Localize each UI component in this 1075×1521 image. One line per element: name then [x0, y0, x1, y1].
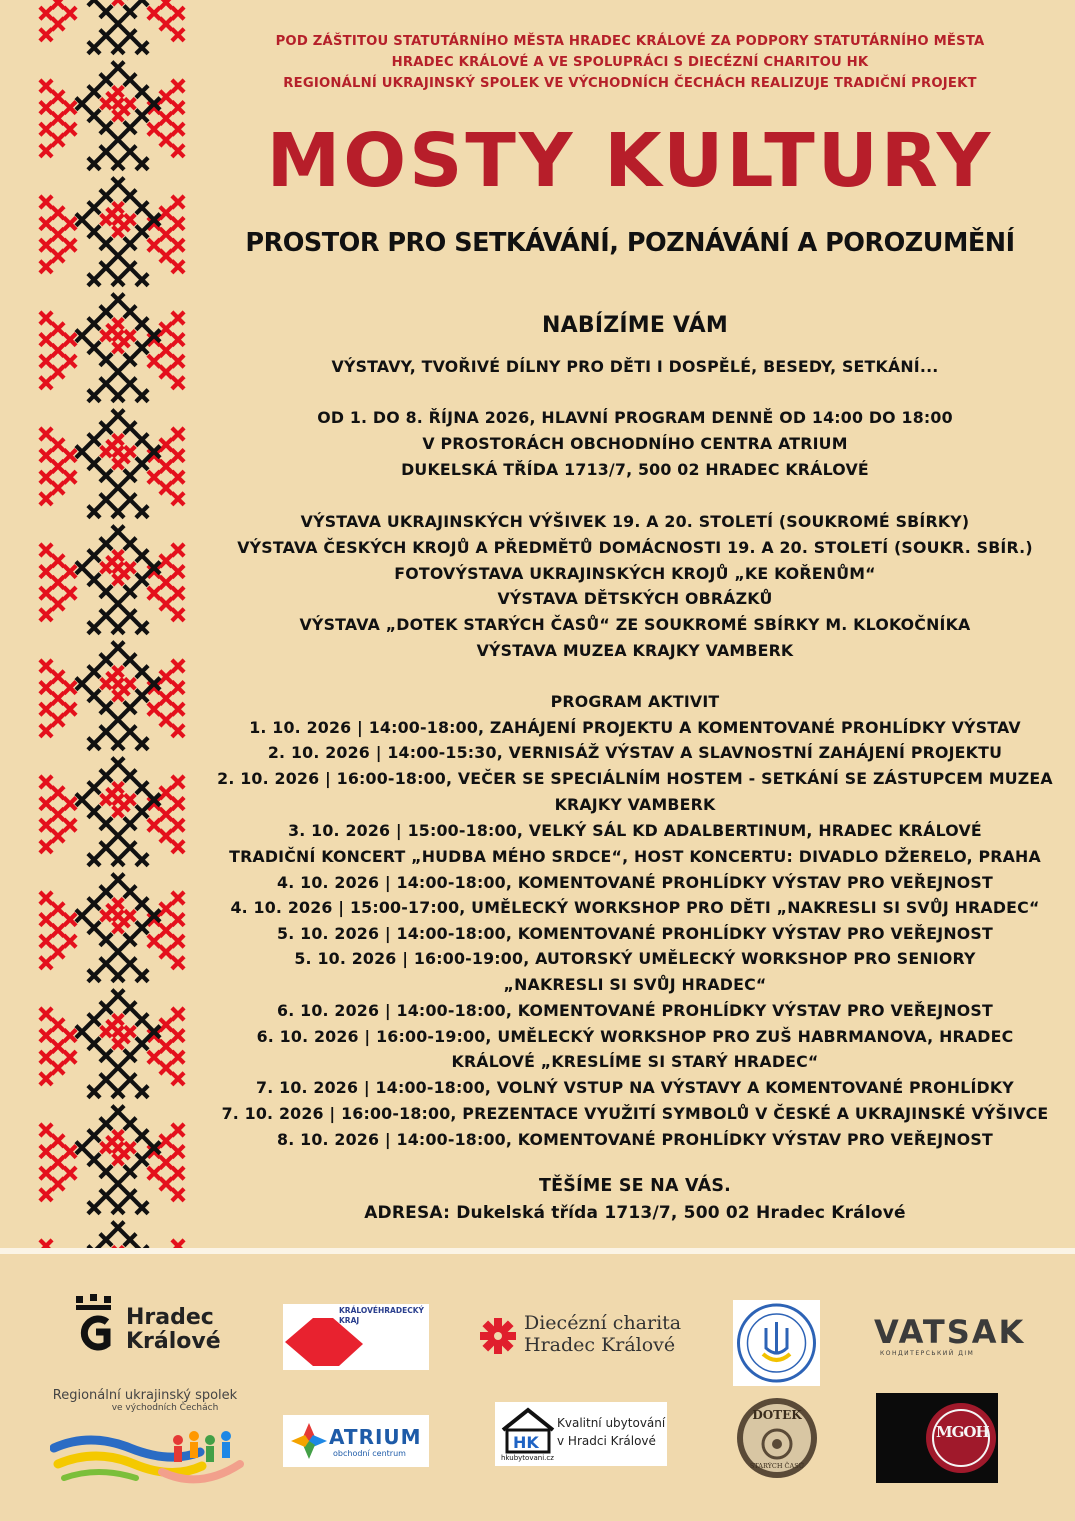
vatsak-tagline: КОНДИТЕРСЬКИЙ ДІМ [880, 1350, 975, 1357]
sponsor-line-3: REGIONÁLNÍ UKRAJINSKÝ SPOLEK VE VÝCHODNÍCH ČECHÁCH REALIZUJE TRADIČNÍ PROJEKT [283, 76, 977, 91]
exhibition-item: VÝSTAVA ČESKÝCH KROJŮ A PŘEDMĚTŮ DOMÁCNOSTI 19. A 20. STOLETÍ (SOUKR. SBÍR.) [237, 538, 1033, 557]
program-line: 5. 10. 2026 | 16:00-19:00, AUTORSKÝ UMĚLECKÝ WORKSHOP PRO SENIORY [294, 949, 976, 968]
diecezni-charita-logo [478, 1312, 698, 1362]
ukrainian-association-logo [50, 1388, 250, 1498]
hk-logo-line2: v Hradci Králové [557, 1434, 656, 1448]
hradec-logo-line1: Hradec [126, 1305, 214, 1330]
program-line: TRADIČNÍ KONCERT „HUDBA MÉHO SRDCE“, HOST KONCERTU: DIVADLO DŽERELO, PRAHA [229, 847, 1041, 866]
embroidery-border [26, 0, 206, 1248]
dotek-line1: DOTEK [752, 1408, 802, 1422]
program-line: KRÁLOVÉ „KRESLÍME SI STARÝ HRADEC“ [451, 1052, 819, 1071]
vatsak-logo [874, 1313, 1026, 1364]
program-line: 4. 10. 2026 | 14:00-18:00, KOMENTOVANÉ PROHLÍDKY VÝSTAV PRO VEŘEJNOST [277, 873, 993, 892]
sponsor-line-1: POD ZÁŠTITOU STATUTÁRNÍHO MĚSTA HRADEC KRÁLOVÉ ZA PODPORY STATUTÁRNÍHO MĚSTA [275, 34, 985, 49]
program-line: 7. 10. 2026 | 16:00-18:00, PREZENTACE VYUŽITÍ SYMBOLŮ V ČESKÉ A UKRAJINSKÉ VÝŠIVCE [221, 1104, 1049, 1123]
hradec-kralove-logo [74, 1294, 224, 1364]
program-line: „NAKRESLI SI SVŮJ HRADEC“ [503, 975, 767, 994]
kraj-logo-line2: KRAJ [339, 1316, 360, 1325]
atrium-star-icon [289, 1421, 329, 1461]
exhibition-item: VÝSTAVA MUZEA KRAJKY VAMBERK [476, 641, 794, 660]
trident-seal-icon [733, 1300, 820, 1386]
hk-ubytovani-logo [495, 1402, 667, 1466]
offer-heading: NABÍZÍME VÁM [542, 313, 728, 338]
program-line: 8. 10. 2026 | 14:00-18:00, KOMENTOVANÉ PROHLÍDKY VÝSTAV PRO VEŘEJNOST [277, 1130, 993, 1149]
dotek-starych-casu-logo [733, 1396, 821, 1480]
charita-logo-line1: Diecézní charita [524, 1312, 682, 1334]
hk-url: hkubytovani.cz [501, 1454, 554, 1462]
program-line: 2. 10. 2026 | 16:00-18:00, VEČER SE SPECIÁLNÍM HOSTEM - SETKÁNÍ SE ZÁSTUPCEM MUZEA [217, 769, 1053, 788]
vatsak-name: VATSAK [874, 1313, 1026, 1351]
program-line: 6. 10. 2026 | 16:00-19:00, UMĚLECKÝ WORKSHOP PRO ZUŠ HABRMANOVA, HRADEC [256, 1027, 1014, 1046]
program-line: 6. 10. 2026 | 14:00-18:00, KOMENTOVANÉ PROHLÍDKY VÝSTAV PRO VEŘEJNOST [277, 1001, 993, 1020]
atrium-name: ATRIUM [329, 1425, 422, 1449]
sponsor-line-2: HRADEC KRÁLOVÉ A VE SPOLUPRÁCI S DIECÉZNÍ CHARITOU HK [391, 55, 869, 70]
hk-logo-line1: Kvalitní ubytování [557, 1416, 666, 1430]
kraj-logo-line1: KRÁLOVÉHRADECKÝ [339, 1306, 424, 1315]
program-line: KRAJKY VAMBERK [554, 795, 716, 814]
atrium-tagline: obchodní centrum [333, 1449, 406, 1458]
program-line: 2. 10. 2026 | 14:00-15:30, VERNISÁŽ VÝSTAV A SLAVNOSTNÍ ZAHÁJENÍ PROJEKTU [267, 743, 1003, 762]
closing-greeting: TĚŠÍME SE NA VÁS. [539, 1176, 731, 1196]
venue-line: V PROSTORÁCH OBCHODNÍHO CENTRA ATRIUM [422, 434, 848, 453]
poster-title: MOSTY KULTURY [266, 118, 994, 204]
date-line: OD 1. DO 8. ŘÍJNA 2026, HLAVNÍ PROGRAM DENNĚ OD 14:00 DO 18:00 [317, 408, 953, 427]
exhibition-item: VÝSTAVA „DOTEK STARÝCH ČASŮ“ ZE SOUKROMÉ SBÍRKY M. KLOKOČNÍKA [299, 615, 971, 634]
exhibition-item: VÝSTAVA DĚTSKÝCH OBRÁZKŮ [497, 589, 773, 608]
charita-cross-icon [478, 1316, 518, 1356]
spolek-waves-people-icon [50, 1426, 245, 1492]
mgoh-logo [876, 1393, 998, 1483]
dotek-line2: STARÝCH ČASŮ [749, 1462, 805, 1470]
atrium-logo [283, 1415, 429, 1467]
spolek-logo-line2: ve východních Čechách [111, 1403, 219, 1413]
address-line: ADRESA: Dukelská třída 1713/7, 500 02 Hradec Králové [364, 1203, 906, 1223]
spolek-logo-line1: Regionální ukrajinský spolek [52, 1388, 238, 1403]
charita-logo-line2: Hradec Králové [524, 1334, 676, 1356]
venue-address-line: DUKELSKÁ TŘÍDA 1713/7, 500 02 HRADEC KRÁLOVÉ [401, 460, 869, 479]
poster-subtitle: PROSTOR PRO SETKÁVÁNÍ, POZNÁVÁNÍ A POROZUMĚNÍ [245, 228, 1015, 258]
program-line: 7. 10. 2026 | 14:00-18:00, VOLNÝ VSTUP NA VÝSTAVY A KOMENTOVANÉ PROHLÍDKY [256, 1078, 1014, 1097]
city-emblem-icon [74, 1294, 114, 1360]
program-line: 3. 10. 2026 | 15:00-18:00, VELKÝ SÁL KD ADALBERTINUM, HRADEC KRÁLOVÉ [288, 821, 982, 840]
kralovehradecky-kraj-logo [283, 1304, 429, 1370]
ukrainian-initiative-seal-logo [733, 1300, 820, 1386]
program-heading: PROGRAM AKTIVIT [550, 692, 720, 711]
exhibition-item: VÝSTAVA UKRAJINSKÝCH VÝŠIVEK 19. A 20. STOLETÍ (SOUKROMÉ SBÍRKY) [300, 512, 970, 531]
hradec-logo-line2: Králové [126, 1329, 221, 1354]
program-line: 1. 10. 2026 | 14:00-18:00, ZAHÁJENÍ PROJEKTU A KOMENTOVANÉ PROHLÍDKY VÝSTAV [249, 718, 1021, 737]
offer-text: VÝSTAVY, TVOŘIVÉ DÍLNY PRO DĚTI I DOSPĚLÉ, BESEDY, SETKÁNÍ... [331, 357, 939, 376]
svg-text:HK: HK [513, 1433, 539, 1452]
program-line: 4. 10. 2026 | 15:00-17:00, UMĚLECKÝ WORKSHOP PRO DĚTI „NAKRESLI SI SVŮJ HRADEC“ [230, 898, 1040, 917]
partner-logos [0, 1254, 1075, 1521]
exhibition-item: FOTOVÝSTAVA UKRAJINSKÝCH KROJŮ „KE KOŘENŮM“ [394, 564, 876, 583]
program-line: 5. 10. 2026 | 14:00-18:00, KOMENTOVANÉ PROHLÍDKY VÝSTAV PRO VEŘEJNOST [277, 924, 993, 943]
mgoh-text: MGOH [936, 1423, 989, 1441]
